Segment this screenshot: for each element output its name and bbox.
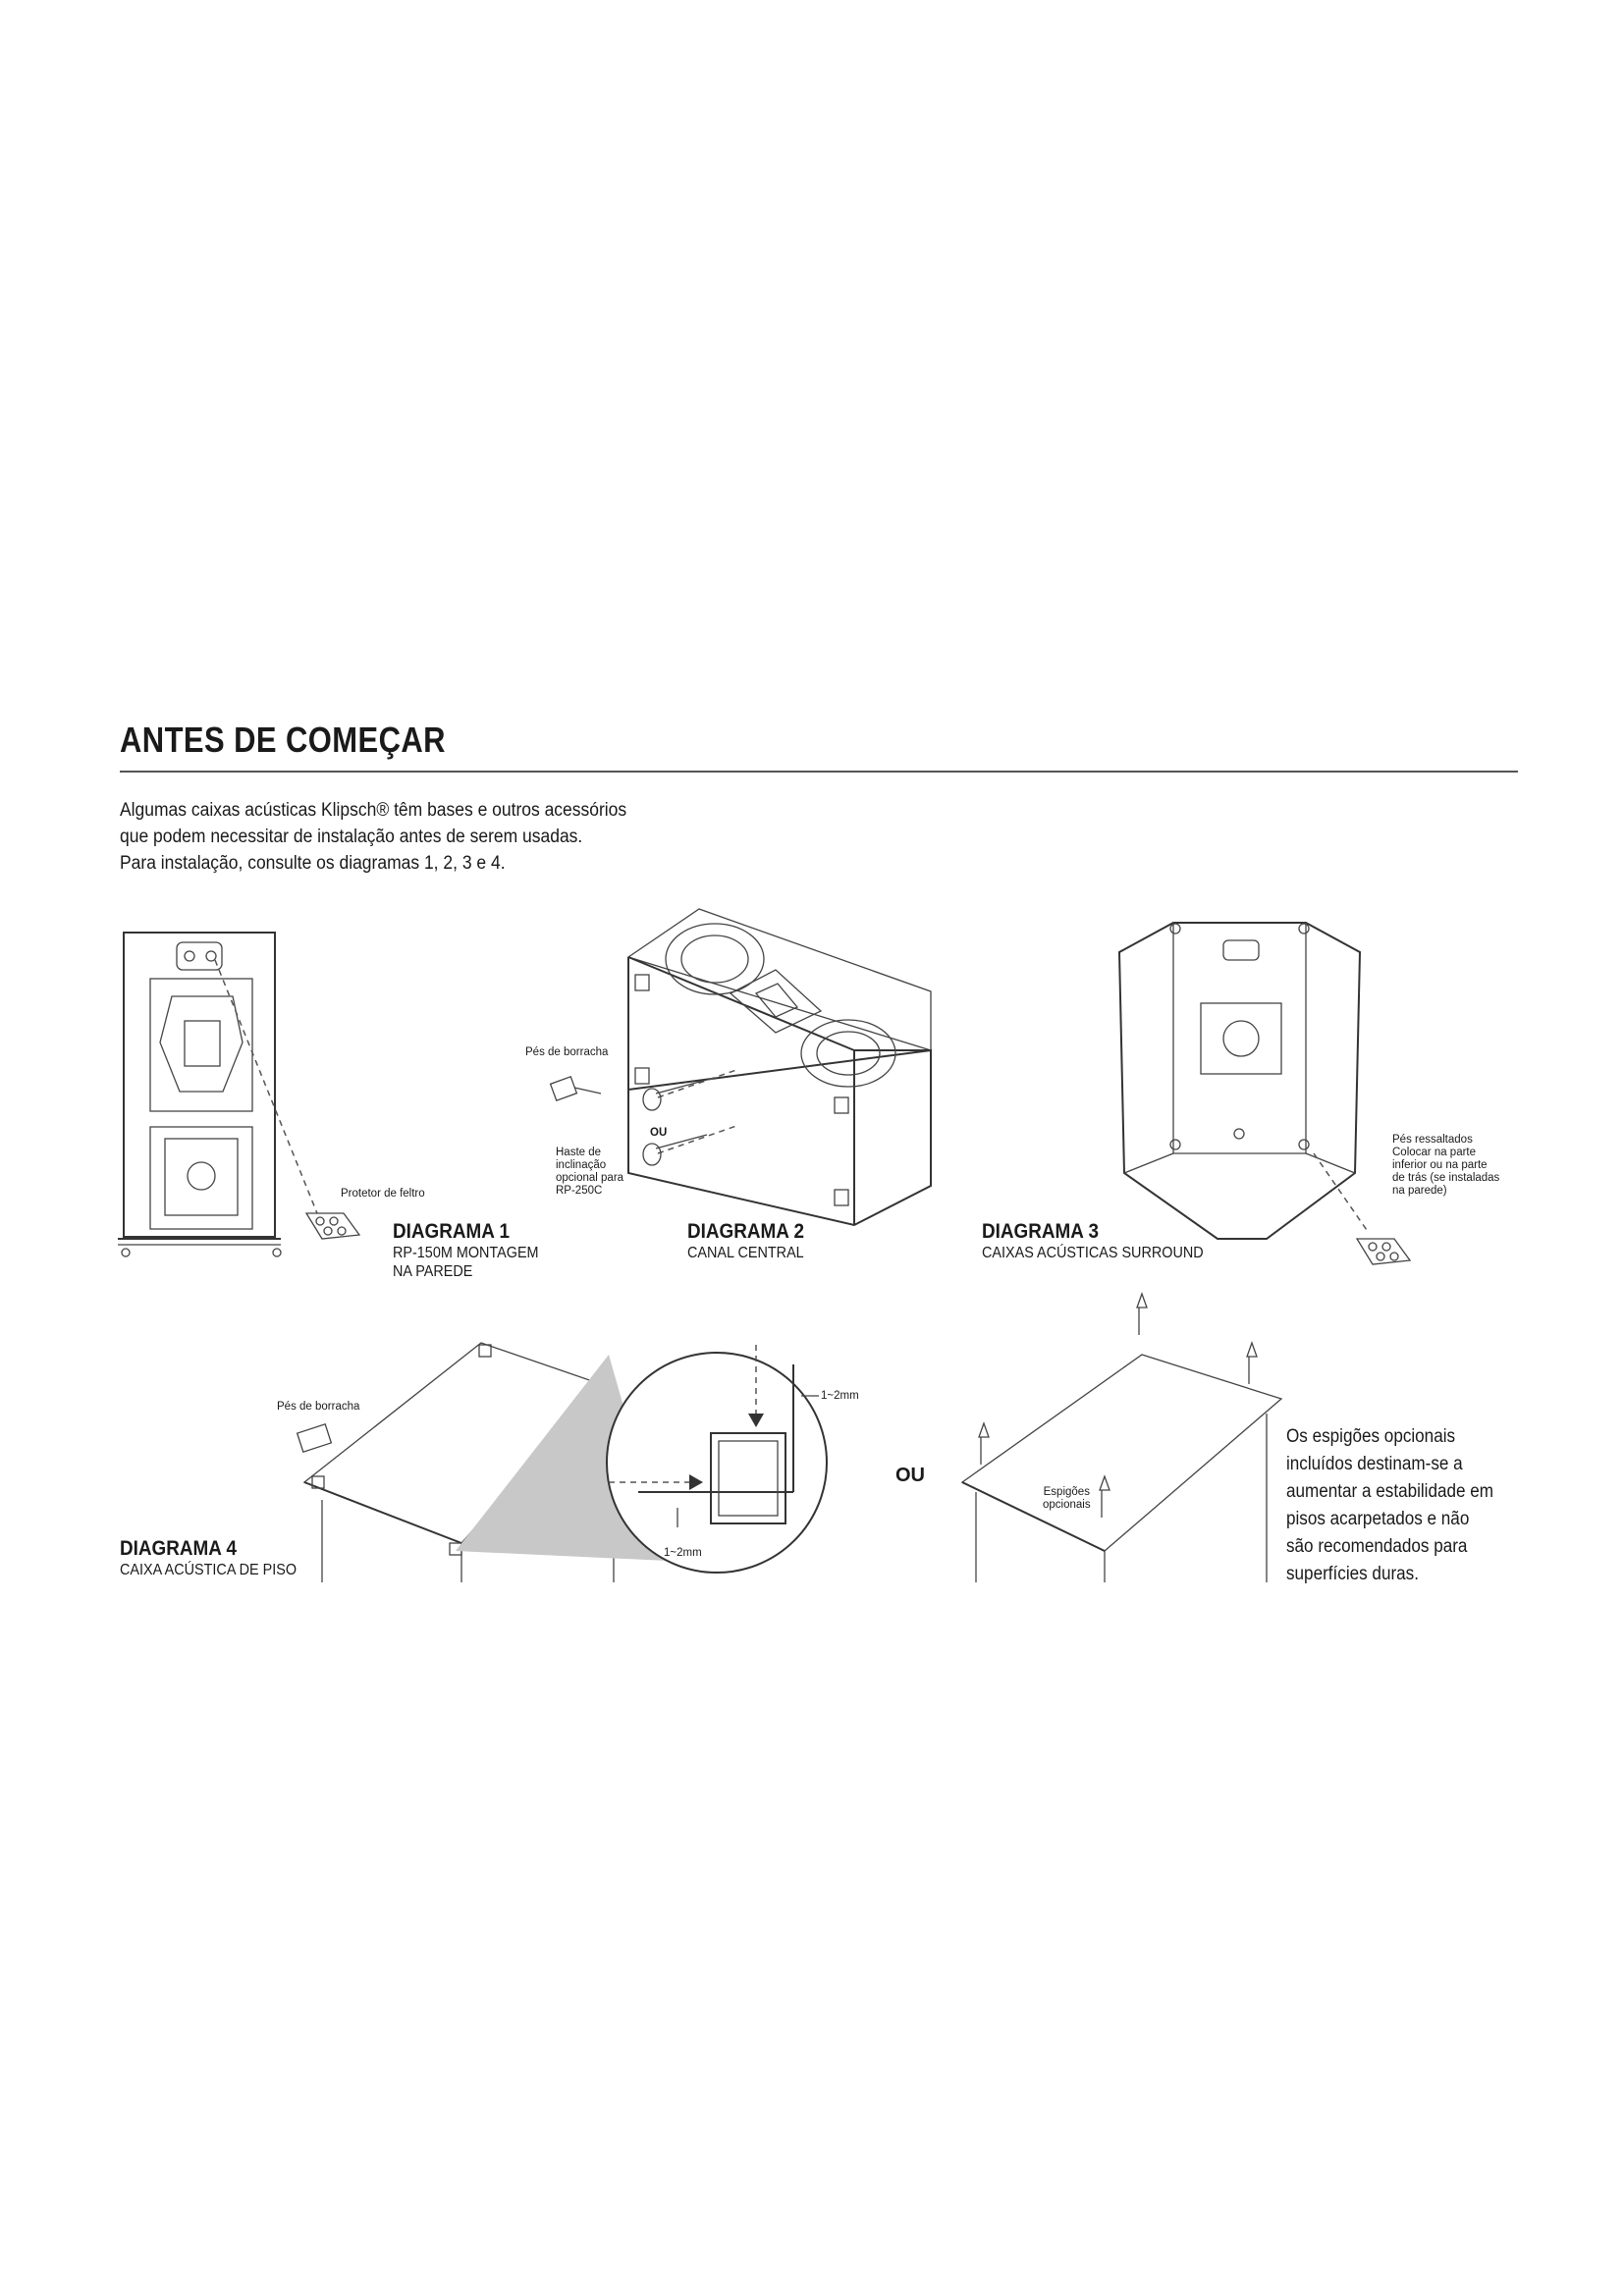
intro-line: que podem necessitar de instalação antes de serem usadas. — [120, 827, 583, 847]
diagram3-surround-speaker-illustration — [1119, 923, 1410, 1264]
diagram1-subtitle: RP-150M MONTAGEM — [393, 1245, 539, 1261]
section-title: ANTES DE COMEÇAR — [120, 720, 446, 760]
diagram4-caption — [120, 1537, 316, 1579]
label-optional-spikes: Espigões opcionais — [1043, 1486, 1091, 1511]
diagram4-subtitle: CAIXA ACÚSTICA DE PISO — [120, 1562, 298, 1578]
diagram1-caption — [393, 1220, 555, 1281]
diagram2-caption — [687, 1220, 817, 1262]
diagram2-subtitle: CANAL CENTRAL — [687, 1245, 804, 1261]
spikes-note: Os espigões opcionais incluídos destinam-se a aumentar a estabilidade em pisos acarpetados e não são recomendados para superfícies duras. — [1286, 1426, 1494, 1584]
label-bumper-feet: Pés ressaltados Colocar na parte inferior ou na parte de trás (se instaladas na parede) — [1392, 1134, 1500, 1197]
diagram1-subtitle: NA PAREDE — [393, 1263, 473, 1280]
label-or: OU — [650, 1127, 668, 1139]
diagram3-subtitle: CAIXAS ACÚSTICAS SURROUND — [982, 1245, 1204, 1261]
intro-line: Algumas caixas acústicas Klipsch® têm bases e outros acessórios — [120, 800, 627, 821]
diagram1-speaker-illustration — [118, 933, 359, 1256]
label-rubber-feet: Pés de borracha — [277, 1401, 360, 1413]
diagram4-title: DIAGRAMA 4 — [120, 1537, 238, 1560]
label-tilt-rod: Haste de inclinação opcional para RP-250C — [556, 1147, 624, 1197]
diagram3-title: DIAGRAMA 3 — [982, 1220, 1100, 1243]
label-dimension-top: 1~2mm — [821, 1390, 859, 1402]
label-dimension-bottom: 1~2mm — [664, 1547, 702, 1559]
intro-line: Para instalação, consulte os diagramas 1, 2, 3 e 4. — [120, 853, 506, 874]
diagram4-floor-speaker-illustration — [298, 1294, 1281, 1582]
diagram2-title: DIAGRAMA 2 — [687, 1220, 805, 1243]
label-rubber-feet: Pés de borracha — [525, 1046, 609, 1058]
label-felt-pad: Protetor de feltro — [341, 1188, 425, 1200]
diagram3-caption — [982, 1220, 1228, 1262]
label-or-large: OU — [895, 1465, 925, 1486]
diagram1-title: DIAGRAMA 1 — [393, 1220, 511, 1243]
